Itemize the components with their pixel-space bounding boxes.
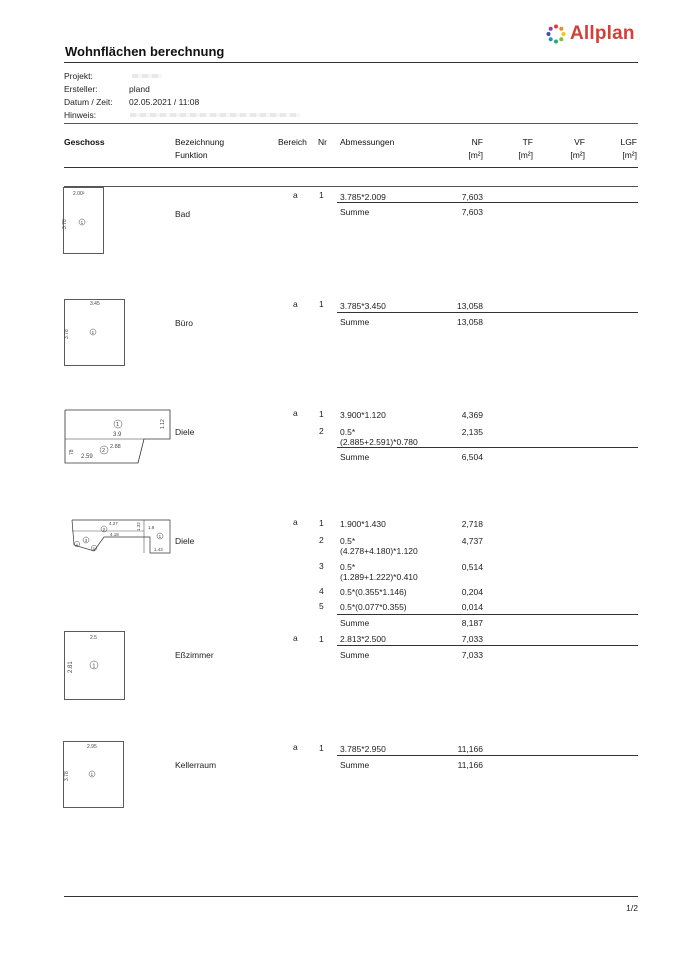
col-lgf: LGF	[620, 137, 637, 147]
sketch-label: 1	[80, 220, 84, 225]
sketch-label: 2.88	[110, 444, 121, 450]
footer-rule	[64, 896, 638, 897]
summe-rule	[337, 645, 638, 646]
nr-cell: 1	[319, 409, 324, 419]
room-name: Diele	[175, 536, 195, 546]
sketch-label: 1.32	[136, 522, 141, 531]
nf-cell: 2,135	[461, 427, 483, 437]
summe-value: 7,033	[461, 650, 483, 660]
sketch-label: 4.27	[109, 521, 118, 526]
sketch-label: 5	[92, 546, 95, 551]
summe-label: Summe	[340, 760, 370, 770]
bereich-cell: a	[293, 633, 298, 643]
summe-label: Summe	[340, 207, 370, 217]
col-abmessungen: Abmessungen	[340, 137, 395, 147]
nr-cell: 4	[319, 586, 324, 596]
page-title: Wohnflächen berechnung	[65, 44, 225, 59]
sketch-label: 1.9	[148, 525, 155, 530]
sketch-label: 2.95	[87, 744, 97, 750]
allplan-logo	[546, 23, 635, 45]
sketch-label: 3	[84, 538, 88, 543]
logo-text: Allplan	[570, 23, 635, 44]
author-label: Ersteller:	[64, 84, 98, 94]
sketch-label: 3.9	[113, 432, 122, 438]
sketch-label: 4.18	[110, 532, 119, 537]
nr-cell: 1	[319, 299, 324, 309]
col-funktion: Funktion	[175, 150, 208, 160]
col-vf-unit: [m²]	[570, 150, 585, 160]
summe-value: 11,166	[457, 760, 483, 770]
sketch-label: 3.45	[90, 301, 100, 307]
nf-cell: 13,058	[457, 301, 483, 311]
page-number: 1/2	[626, 903, 638, 913]
sketch-label: 2.00²	[73, 191, 85, 197]
abm-cell: 0.5*	[340, 536, 356, 546]
col-bereich: Bereich	[278, 137, 307, 147]
col-tf: TF	[522, 137, 533, 147]
summe-value: 7,603	[461, 207, 483, 217]
col-lgf-unit: [m²]	[622, 150, 637, 160]
bereich-cell: a	[293, 742, 298, 752]
room-sketch	[64, 409, 172, 465]
sketch-label: 78	[69, 449, 75, 455]
bereich-cell: a	[293, 299, 298, 309]
nf-cell: 0,204	[461, 587, 483, 597]
summe-value: 8,187	[461, 618, 483, 628]
abm-cell-cont: (4.278+4.180)*1.120	[340, 546, 418, 556]
nr-cell: 2	[319, 426, 324, 436]
author-value: pland	[129, 84, 150, 94]
abm-cell: 0.5*(0.077*0.355)	[340, 602, 407, 612]
abm-cell: 3.785*2.009	[340, 192, 386, 202]
col-vf: VF	[574, 137, 585, 147]
project-label: Projekt:	[64, 71, 93, 81]
bereich-cell: a	[293, 517, 298, 527]
header-rule	[64, 62, 638, 63]
abm-cell: 3.785*2.950	[340, 744, 386, 754]
sketch-label: 2	[102, 448, 106, 454]
abm-cell-cont: (2.885+2.591)*0.780	[340, 437, 418, 447]
nf-cell: 0,014	[461, 602, 483, 612]
room-sketch	[63, 741, 125, 809]
room-sketch	[63, 187, 105, 255]
body-start-rule	[64, 186, 638, 187]
room-name: Bad	[175, 209, 191, 219]
sketch-label: 3.78	[64, 771, 70, 781]
sketch-label: 3.78	[62, 219, 68, 229]
nr-cell: 2	[319, 535, 324, 545]
room-sketch	[64, 517, 172, 557]
sketch-label: 1	[91, 330, 95, 335]
summe-rule	[337, 614, 638, 615]
col-nf: NF	[471, 137, 483, 147]
sketch-label: 3.78	[64, 329, 70, 339]
allplan-logo-icon	[546, 24, 566, 44]
col-nf-unit: [m²]	[468, 150, 483, 160]
sketch-label: 4	[75, 542, 78, 547]
nf-cell: 0,514	[461, 562, 483, 572]
note-value-redacted	[130, 113, 300, 117]
sketch-label: 1	[116, 422, 120, 428]
abm-cell: 3.785*3.450	[340, 301, 386, 311]
summe-value: 13,058	[457, 317, 483, 327]
col-nr: Nr	[318, 137, 327, 147]
room-name: Diele	[175, 427, 195, 437]
abm-cell: 0.5*	[340, 427, 356, 437]
summe-value: 6,504	[461, 452, 483, 462]
nf-cell: 4,369	[461, 410, 483, 420]
summe-label: Summe	[340, 317, 370, 327]
summe-rule	[337, 202, 638, 203]
nr-cell: 1	[319, 743, 324, 753]
room-name: Kellerraum	[175, 760, 217, 770]
note-label: Hinweis:	[64, 110, 97, 120]
col-geschoss: Geschoss	[64, 137, 105, 147]
nr-cell: 1	[319, 518, 324, 528]
nr-cell: 3	[319, 561, 324, 571]
nf-cell: 11,166	[457, 744, 483, 754]
abm-cell: 0.5*(0.355*1.146)	[340, 587, 407, 597]
sketch-label: 1	[92, 663, 96, 670]
nr-cell: 5	[319, 601, 324, 611]
abm-cell-cont: (1.289+1.222)*0.410	[340, 572, 418, 582]
nf-cell: 7,603	[461, 192, 483, 202]
room-sketch	[64, 631, 126, 701]
summe-label: Summe	[340, 618, 370, 628]
nf-cell: 7,033	[461, 634, 483, 644]
bereich-cell: a	[293, 190, 298, 200]
summe-label: Summe	[340, 650, 370, 660]
meta-rule	[64, 123, 638, 124]
abm-cell: 3.900*1.120	[340, 410, 386, 420]
sketch-label: 1.43	[154, 547, 163, 552]
date-value: 02.05.2021 / 11:08	[129, 97, 200, 107]
col-bezeichnung: Bezeichnung	[175, 137, 225, 147]
sketch-label: 2.59	[81, 454, 93, 460]
room-sketch	[64, 299, 126, 367]
sketch-label: 2.5	[90, 635, 97, 641]
sketch-label: 1	[90, 772, 94, 777]
nf-cell: 4,737	[461, 536, 483, 546]
nr-cell: 1	[319, 634, 324, 644]
sketch-label: 1.12	[160, 419, 166, 429]
summe-rule	[337, 755, 638, 756]
abm-cell: 2.813*2.500	[340, 634, 386, 644]
columns-rule	[64, 167, 638, 168]
sketch-label: 2.81	[68, 661, 74, 673]
abm-cell: 1.900*1.430	[340, 519, 386, 529]
room-name: Eßzimmer	[175, 650, 214, 660]
sketch-label: 2	[102, 527, 106, 532]
summe-rule	[337, 447, 638, 448]
sketch-label: 1	[158, 534, 162, 539]
nr-cell: 1	[319, 190, 324, 200]
summe-label: Summe	[340, 452, 370, 462]
bereich-cell: a	[293, 408, 298, 418]
room-name: Büro	[175, 318, 193, 328]
summe-rule	[337, 312, 638, 313]
date-label: Datum / Zeit:	[64, 97, 113, 107]
nf-cell: 2,718	[461, 519, 483, 529]
project-value-redacted	[132, 74, 162, 78]
col-tf-unit: [m²]	[518, 150, 533, 160]
abm-cell: 0.5*	[340, 562, 356, 572]
